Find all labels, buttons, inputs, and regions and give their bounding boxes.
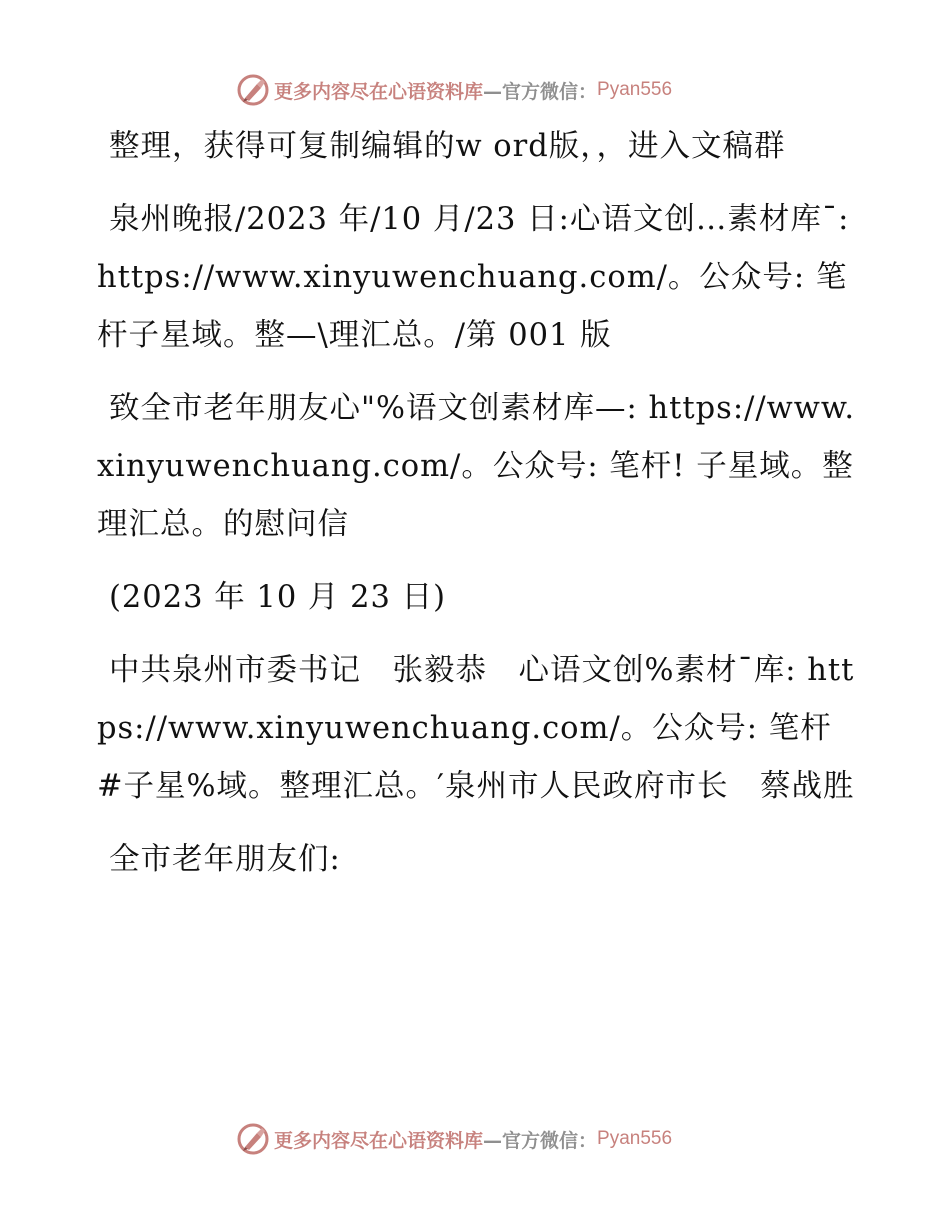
paragraph: 中共泉州市委书记 张毅恭 心语文创%素材¯库: https://www.xinyuwenchuang.com/。公众号: 笔杆#子星%域。整理汇总。′泉州市人民政府市长 蔡战胜 (97, 653, 855, 804)
banner-main-text: 更多内容尽在心语资料库 (274, 80, 484, 103)
banner-account: Pyan556 (597, 1128, 673, 1149)
banner-main-text: 更多内容尽在心语资料库 (274, 1129, 484, 1152)
paragraph: 整理，获得可复制编辑的w ord版，，进入文稿群 (109, 129, 786, 164)
banner-official-text: —官方微信： (483, 1129, 598, 1152)
banner-account: Pyan556 (597, 79, 673, 100)
header-banner (236, 72, 716, 108)
pen-logo-icon (236, 1122, 270, 1156)
document-body (97, 118, 861, 904)
paragraph: 致全市老年朋友心"%语文创素材库—: https://www.xinyuwenchuang.com/。公众号: 笔杆! 子星域。整理汇总。的慰问信 (97, 391, 856, 542)
pen-logo-icon (236, 73, 270, 107)
footer-banner (236, 1121, 716, 1157)
paragraph: 泉州晚报/2023 年/10 月/23 日:心语文创…素材库¯: https://www.xinyuwenchuang.com/。公众号: 笔杆子星域。整—\理汇总。/第 001 版 (97, 202, 861, 353)
paragraph: (2023 年 10 月 23 日) (109, 580, 447, 615)
paragraph: 全市老年朋友们: (109, 842, 341, 877)
banner-official-text: —官方微信： (483, 80, 598, 103)
